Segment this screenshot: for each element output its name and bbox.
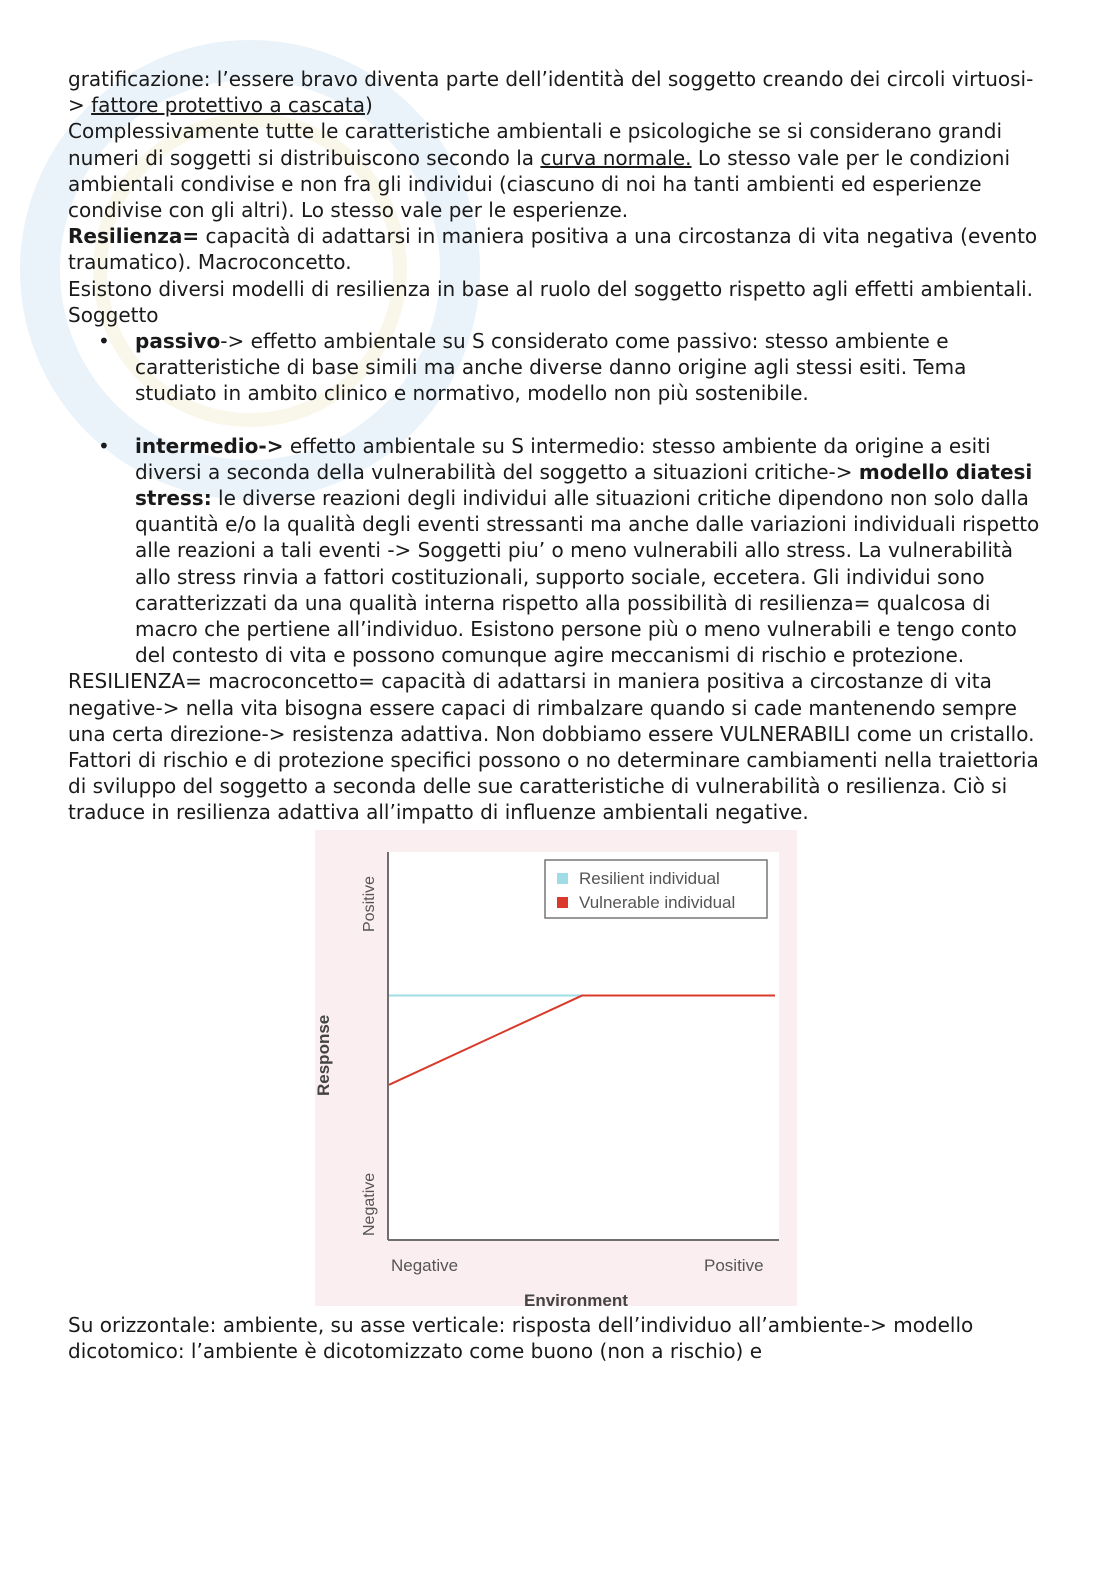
- resilience-chart-figure: [315, 830, 797, 1306]
- legend-label-resilient: Resilient individual: [579, 868, 720, 888]
- paragraph-complessivamente: Complessivamente tutte le caratteristiche ambientali e psicologiche se si considerano grandi numeri di soggetti si distribuiscono secondo la curva normale. Lo stesso vale per le condizioni ambientali condivise e non fra gli individui (ciascuno di noi ha tanti ambienti ed esperienze condivise con gli altri). Lo stesso vale per le esperienze.: [68, 119, 1011, 223]
- soggetto-list: [68, 328, 1048, 668]
- bullet-icon: •: [98, 433, 110, 458]
- paragraph-resilienza-macro: RESILIENZA= macroconcetto= capacità di adattarsi in maniera positiva a circostanze di vita negative-> nella vita bisogna essere capaci di rimbalzare quando si cade mantenendo sempre una certa direzione-> resistenza adattiva. Non dobbiamo essere VULNERABILI come un cristallo.: [68, 669, 1035, 746]
- link-fattore-protettivo[interactable]: fattore protettivo a cascata: [91, 93, 365, 118]
- term-diatesi-stress: modello diatesi stress:: [135, 459, 1033, 511]
- legend-swatch-resilient: [557, 873, 568, 884]
- legend-swatch-vulnerable: [557, 897, 568, 908]
- list-item-passivo: • passivo-> effetto ambientale su S considerato come passivo: stesso ambiente e caratteristiche di base simili ma anche diverse danno origine agli stessi esiti. Tema studiato in ambito clinico e normativo, modello non più sostenibile.: [98, 329, 967, 406]
- link-curva-normale[interactable]: curva normale.: [540, 145, 692, 170]
- list-item-intermedio: • intermedio-> effetto ambientale su S intermedio: stesso ambiente da origine a esiti diversi a seconda della vulnerabilità del soggetto a situazioni critiche-> modello diatesi stress: le diverse reazioni degli individui alle situazioni critiche dipendono non solo dalla quantità e/o la qualità degli eventi stressanti ma anche dalle variazioni individuali rispetto alle reazioni a tali eventi -> Soggetti piu’ o meno vulnerabili allo stress. La vulnerabilità allo stress rinvia a fattori costituzionali, supporto sociale, eccetera. Gli individui sono caratterizzati da una qualità interna rispetto alla possibilità di resilienza= qualcosa di macro che pertiene all’individuo. Esistono persone più o meno vulnerabili e tengo conto del contesto di vita e possono comunque agire meccanismi di rischio e protezione.: [98, 433, 1040, 668]
- x-tick-positive: Positive: [704, 1255, 764, 1275]
- y-tick-positive: Positive: [361, 875, 378, 932]
- y-axis-label: Response: [315, 1014, 333, 1096]
- document-page: [68, 66, 1048, 1364]
- resilience-chart: [315, 830, 797, 1306]
- paragraph-fattori-rischio: Fattori di rischio e di protezione specifici possono o no determinare cambiamenti nella traiettoria di sviluppo del soggetto a seconda delle sue caratteristiche di vulnerabilità o resilienza. Ciò si traduce in resilienza adattiva all’impatto di influenze ambientali negative.: [68, 748, 1039, 825]
- list-spacer: [68, 407, 1048, 433]
- paragraph-gratificazione: gratificazione: l’essere bravo diventa parte dell’identità del soggetto creando dei circoli virtuosi-> fattore protettivo a cascata): [68, 67, 1034, 118]
- legend-label-vulnerable: Vulnerable individual: [579, 892, 736, 912]
- x-axis-label: Environment: [524, 1290, 628, 1306]
- figure-container: [68, 826, 1048, 1312]
- paragraph-soggetto: Soggetto: [68, 302, 159, 327]
- bullet-icon: •: [98, 329, 110, 354]
- x-tick-negative: Negative: [391, 1255, 459, 1275]
- term-resilienza: Resilienza=: [68, 224, 200, 249]
- paragraph-su-orizzontale: Su orizzontale: ambiente, su asse verticale: risposta dell’individuo all’ambiente-> modello dicotomico: l’ambiente è dicotomizzato come buono (non a rischio) e: [68, 1312, 974, 1363]
- paragraph-resilienza-definition: Resilienza= capacità di adattarsi in maniera positiva a una circostanza di vita negativa (evento traumatico). Macroconcetto.: [68, 224, 1038, 275]
- paragraph-modelli: Esistono diversi modelli di resilienza in base al ruolo del soggetto rispetto agli effetti ambientali.: [68, 276, 1033, 301]
- y-tick-negative: Negative: [361, 1172, 378, 1236]
